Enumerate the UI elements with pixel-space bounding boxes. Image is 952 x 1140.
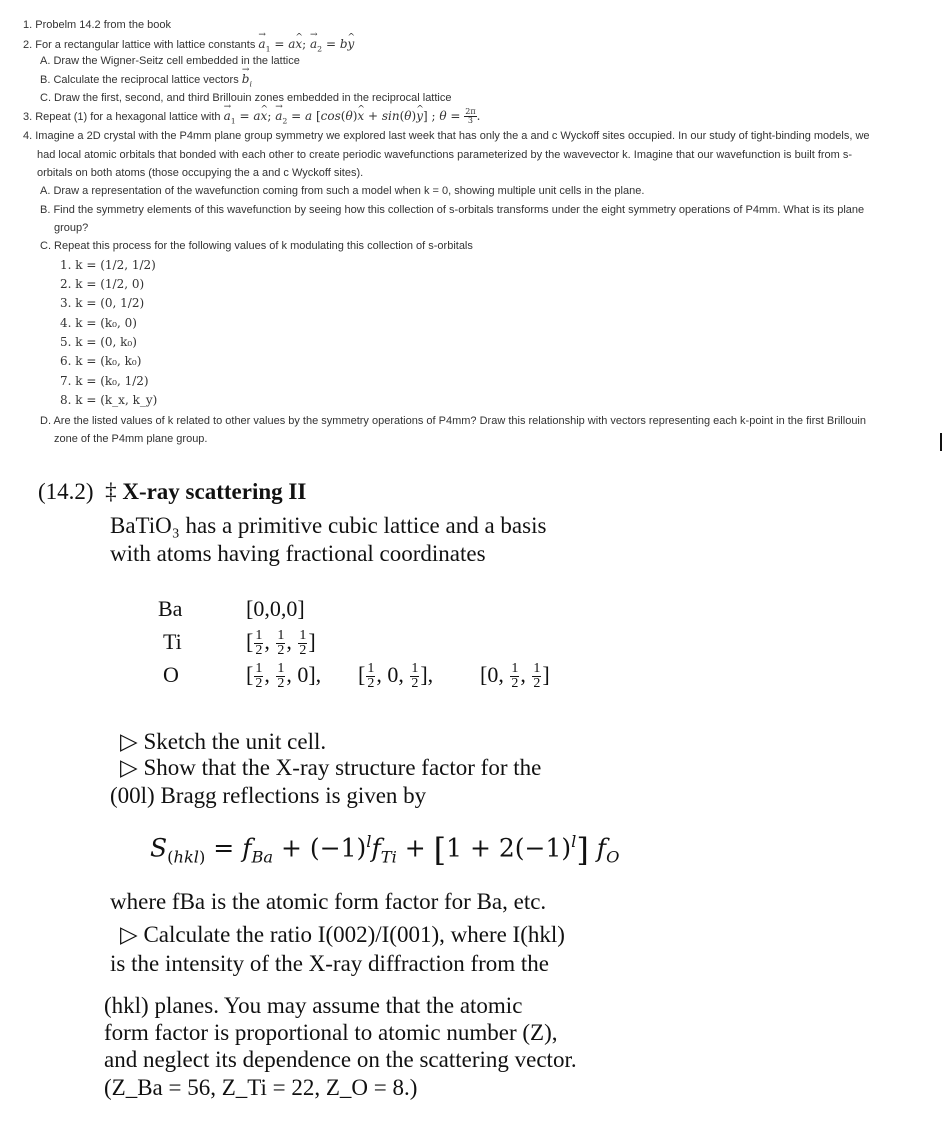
where-line: where fBa is the atomic form factor for Ba, etc. <box>110 889 547 914</box>
question-4b-line1: B. Find the symmetry elements of this wavefunction by seeing how this collection of s-orbitals transforms under the eight symmetry operations of P4mm. What is its plane <box>40 204 865 216</box>
coord-ba: [0,0,0] <box>246 596 305 621</box>
kpoint-item: 6. k = (k₀, k₀) <box>60 354 142 368</box>
question-2a: A. Draw the Wigner-Seitz cell embedded in the lattice <box>40 55 300 67</box>
question-4-line3: orbitals on both atoms (those occupying the a and c Wyckoff sites). <box>37 167 364 179</box>
question-4d-line1: D. Are the listed values of k related to other values by the symmetry operations of P4mm? Draw this relationship with vectors representing each k-point in the first Brillouin <box>40 415 866 427</box>
coord-ti: [ $\frac{1}{2}$ , $\frac{1}{2}$ , $\frac{1}{2}$ ] <box>246 628 316 659</box>
bullet-ratio-2: is the intensity of the X-ray diffraction from the <box>110 951 550 976</box>
bullet-ratio: ▷ Calculate the ratio I(002)/I(001), where I(hkl) <box>120 922 565 947</box>
kpoint-item: 8. k = (k_x, k_y) <box>60 393 158 407</box>
bullet-structure-factor: ▷ Show that the X-ray structure factor for the <box>120 755 542 780</box>
kpoint-item: 2. k = (1/2, 0) <box>60 277 145 291</box>
intro-line2: with atoms having fractional coordinates <box>110 541 486 566</box>
q3-math: → $a_1$ = a^ x; → $a_2 = a$ [cos(θ)^ x + sin(θ)^ y] ; θ = $\frac{2\pi}{3}$ . <box>224 109 481 123</box>
coord-o2: [ $\frac{1}{2}$ , 0, $\frac{1}{2}$ ], <box>358 661 434 692</box>
last-line3: and neglect its dependence on the scattering vector. <box>104 1047 577 1072</box>
atom-o: O <box>163 662 179 687</box>
coord-o1: [ $\frac{1}{2}$ , $\frac{1}{2}$ , 0], <box>246 661 322 692</box>
question-3: 3. Repeat (1) for a hexagonal lattice with → $a_1$ = a^ x; → $a_2 = a$ [cos(θ)^ x + sin(θ)^ y] ; θ = $\frac{2\pi}{3}$ . <box>23 108 480 128</box>
q2-math: → $a_1$ = a^ x; → $a_2$ = b^ y <box>258 37 354 51</box>
problem-title: X-ray scattering II <box>122 479 307 504</box>
structure-factor-equation: $S_{(hkl)} = f_{Ba} + (-1)^lf_{Ti} + [1 + 2(-1)^l]$ $f_O$ <box>150 830 620 869</box>
question-4a: A. Draw a representation of the wavefunction coming from such a model when k = 0, showing multiple unit cells in the plane. <box>40 185 645 197</box>
coord-o3: [0, $\frac{1}{2}$ , $\frac{1}{2}$ ] <box>480 661 550 692</box>
bullet-sketch: ▷ Sketch the unit cell. <box>120 729 327 754</box>
question-2: 2. For a rectangular lattice with lattice constants → $a_1$ = a^ x; → $a_2$ = b^ y <box>23 37 354 56</box>
question-4d-line2: zone of the P4mm plane group. <box>54 433 208 445</box>
last-line2: form factor is proportional to atomic number (Z), <box>104 1020 558 1045</box>
dagger-mark: ‡ <box>105 479 117 504</box>
kpoint-item: 4. k = (k₀, 0) <box>60 316 137 330</box>
kpoint-item: 1. k = (1/2, 1/2) <box>60 258 156 272</box>
kpoint-item: 5. k = (0, k₀) <box>60 335 137 349</box>
intro-line1: BaTiO₃ has a primitive cubic lattice and a basis <box>110 513 547 538</box>
atom-ti: Ti <box>163 629 182 654</box>
question-4-line2: had local atomic orbitals that bonded with each other to create periodic wavefunctions parameterized by the wavevector k. Imagine that our wavefunction is built from s- <box>37 149 853 161</box>
atom-ba: Ba <box>158 596 183 621</box>
kpoint-item: 3. k = (0, 1/2) <box>60 296 145 310</box>
bullet-structure-factor-2: (00l) Bragg reflections is given by <box>110 783 427 808</box>
question-2b: B. Calculate the reciprocal lattice vectors → $b_i$ <box>40 72 252 91</box>
question-2c: C. Draw the first, second, and third Brillouin zones embedded in the reciprocal lattice <box>40 92 452 104</box>
question-4b-line2: group? <box>54 222 89 234</box>
question-4-line1: 4. Imagine a 2D crystal with the P4mm plane group symmetry we explored last week that has only the a and c Wyckoff sites occupied. In our study of tight-binding models, we <box>23 130 870 142</box>
last-line4: (Z_Ba = 56, Z_Ti = 22, Z_O = 8.) <box>104 1075 418 1100</box>
question-4c: C. Repeat this process for the following values of k modulating this collection of s-orbitals <box>40 240 473 252</box>
kpoint-item: 7. k = (k₀, 1/2) <box>60 374 149 388</box>
text-cursor <box>940 433 942 451</box>
problem-heading: (14.2) ‡ X-ray scattering II <box>38 479 307 504</box>
last-line1: (hkl) planes. You may assume that the atomic <box>104 993 523 1018</box>
question-1: 1. Probelm 14.2 from the book <box>23 19 171 31</box>
